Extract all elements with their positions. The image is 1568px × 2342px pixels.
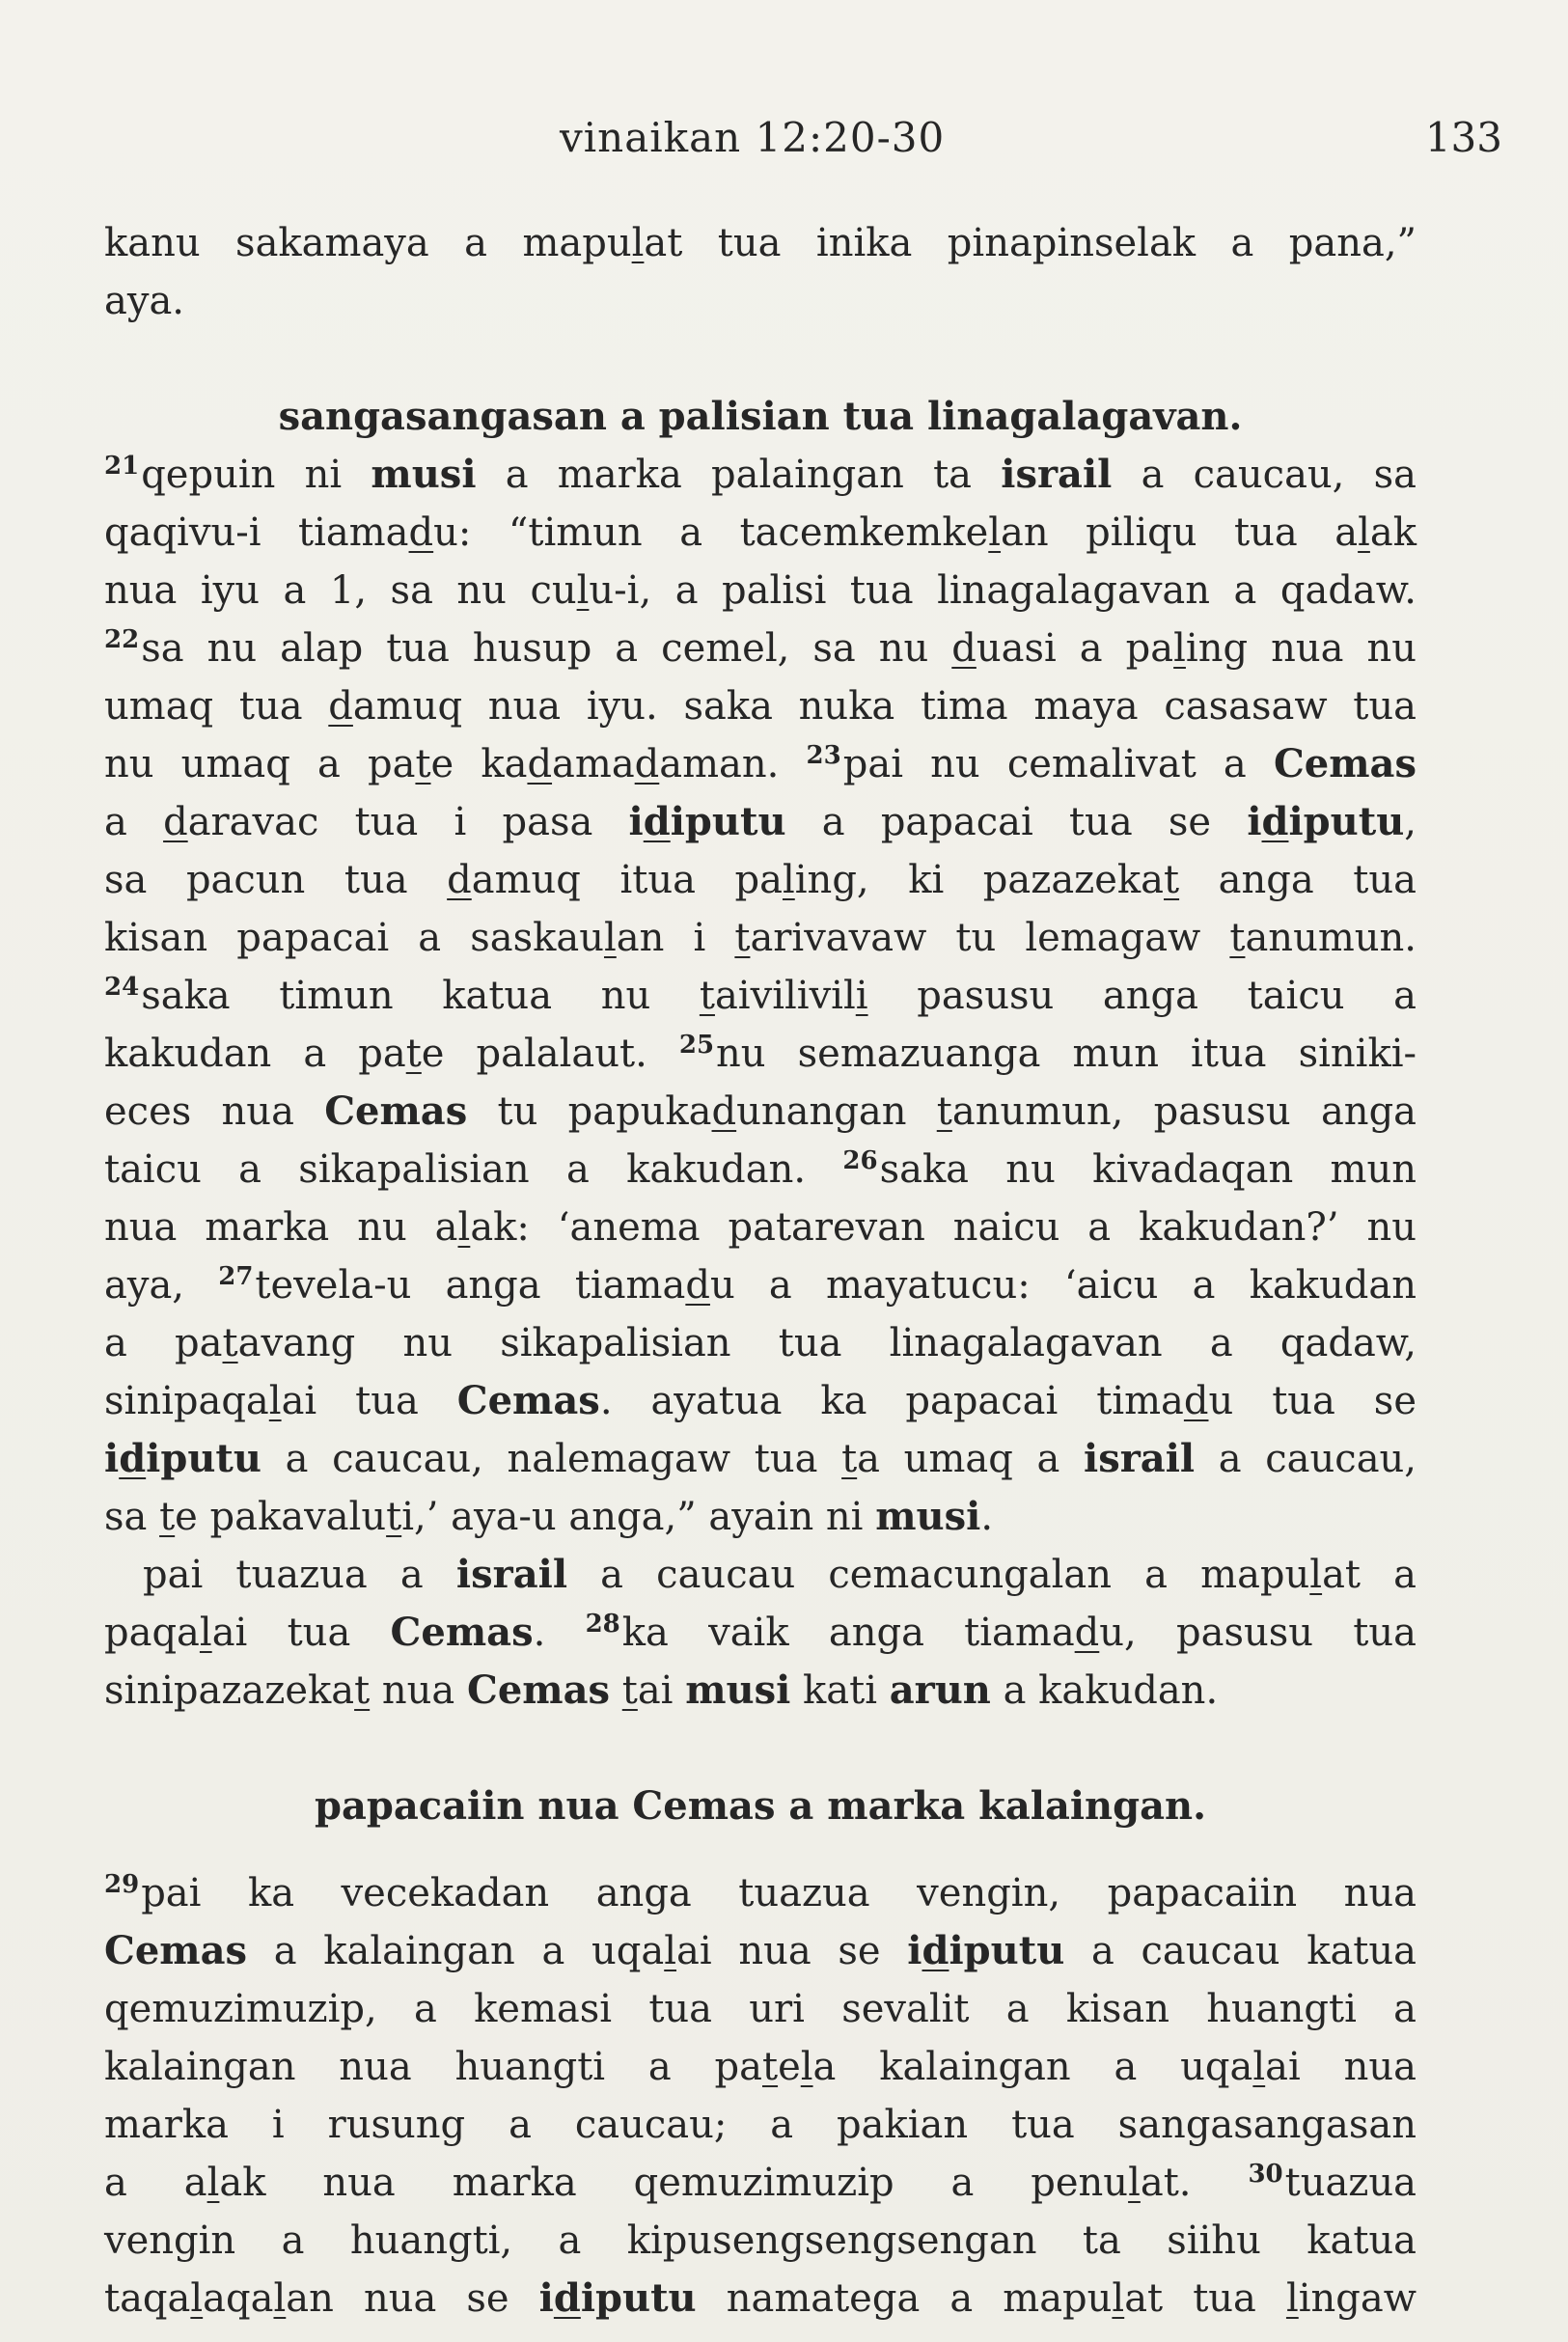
running-head: vinaikan 12:20-30 — [560, 114, 946, 161]
underlined-letter: t — [841, 1437, 858, 1481]
bold-term: israil — [1084, 1436, 1196, 1481]
underlined-letter: l — [1358, 510, 1370, 555]
verse-number: 27 — [218, 1261, 254, 1291]
bold-term: i — [538, 2275, 554, 2321]
verse-number: 25 — [678, 1030, 715, 1060]
bold-term: Cemas — [466, 1667, 611, 1713]
text-line: Cemas a kalaingan a uqalai nua se idiputu a caucau katua — [104, 1928, 1417, 1973]
verse-number: 30 — [1248, 2159, 1283, 2189]
page-number: 133 — [1424, 114, 1502, 161]
verse-number: 21 — [104, 451, 140, 481]
underlined-letter: d — [527, 742, 553, 786]
bold-term: arun — [889, 1667, 991, 1713]
underlined-letter: l — [190, 2276, 204, 2321]
underlined-letter: l — [664, 1929, 677, 1973]
text-line: kisan papacai a saskaulan i tarivavaw tu lemagaw tanumun. — [104, 916, 1417, 960]
underlined-letter: l — [1252, 2045, 1266, 2089]
text-line: nua marka nu alak: ‘anema patarevan naicu a kakudan?’ nu — [104, 1205, 1417, 1250]
text-line: vengin a huangti, a kipusengsengsengan ta siihu katua — [104, 2218, 1417, 2263]
underlined-letter: t — [222, 1321, 238, 1365]
underlined-letter: l — [1285, 2276, 1299, 2321]
body-text — [104, 214, 1417, 2328]
text-line: qemuzimuzip, a kemasi tua uri sevalit a kisan huangti a — [104, 1987, 1417, 2031]
text-line: paqalai tua Cemas. $^{28}$ka vaik anga tiamadu, pasusu tua — [104, 1609, 1417, 1655]
underlined-letter: t — [415, 742, 431, 786]
underlined-letter: t — [621, 1668, 638, 1713]
bold-term: musi — [685, 1667, 791, 1713]
verse-number: 29 — [104, 1869, 140, 1899]
underlined-letter: l — [273, 2276, 287, 2321]
section-heading: papacaiin nua Cemas a marka kalaingan. — [314, 1783, 1207, 1829]
text-line: $^{29}$pai ka vecekadan anga tuazua vengin, papacaiin nua — [104, 1869, 1417, 1915]
verse-number: 26 — [842, 1145, 878, 1175]
text-line: marka i rusung a caucau; a pakian tua sangasangasan — [104, 2103, 1417, 2147]
text-line: sinipaqalai tua Cemas. ayatua ka papacai timadu tua se — [104, 1378, 1417, 1423]
underlined-letter: l — [603, 916, 617, 960]
text-line: sa te pakavaluti,’ aya-u anga,” ayain ni musi. — [104, 1494, 994, 1539]
section-gap — [104, 1720, 1417, 1777]
bold-term: Cemas — [456, 1378, 600, 1423]
underlined-letter: t — [354, 1668, 371, 1713]
section-gap — [104, 330, 1417, 388]
underlined-letter: t — [159, 1495, 176, 1539]
underlined-letter: t — [1164, 858, 1180, 902]
underlined-letter: t — [386, 1495, 402, 1539]
underlined-letter: l — [782, 858, 795, 902]
underlined-letter: l — [576, 568, 590, 613]
underlined-letter: l — [1128, 2161, 1141, 2205]
page-header — [560, 114, 1502, 172]
underlined-letter: d — [328, 684, 353, 729]
bold-term: israil — [1001, 452, 1113, 497]
bold-underlined-letter: d — [643, 799, 671, 844]
text-line: aya. — [104, 279, 185, 323]
text-line: pai tuazua a israil a caucau cemacungalan a mapulat a — [143, 1552, 1417, 1597]
bold-underlined-letter: d — [119, 1436, 147, 1481]
text-line: taicu a sikapalisian a kakudan. $^{26}$saka nu kivadaqan mun — [104, 1145, 1417, 1192]
text-line: kakudan a pate palalaut. $^{25}$nu semazuanga mun itua siniki- — [104, 1030, 1417, 1076]
bold-underlined-letter: d — [1261, 799, 1289, 844]
verse-number: 22 — [104, 624, 140, 654]
section-gap — [104, 1835, 1417, 1864]
text-line: aya, $^{27}$tevela-u anga tiamadu a mayatucu: ‘aicu a kakudan — [104, 1261, 1417, 1308]
text-line: a alak nua marka qemuzimuzip a penulat. $^{30}$tuazua — [104, 2159, 1417, 2205]
bold-term: iputu — [1288, 799, 1405, 844]
text-line: nu umaq a pate kadamadaman. $^{23}$pai nu cemalivat a Cemas — [104, 740, 1417, 786]
underlined-letter: i — [855, 974, 868, 1018]
underlined-letter: l — [631, 221, 645, 265]
text-line: sinipazazekat nua Cemas tai musi kati arun a kakudan. — [104, 1667, 1219, 1713]
underlined-letter: l — [268, 1379, 282, 1423]
text-line: kanu sakamaya a mapulat tua inika pinapinselak a pana,” — [104, 221, 1417, 265]
underlined-letter: t — [405, 1032, 422, 1076]
underlined-letter: d — [447, 858, 472, 902]
bold-term: iputu — [949, 1928, 1065, 1973]
bold-term: musi — [371, 452, 477, 497]
bold-underlined-letter: d — [922, 1928, 949, 1973]
underlined-letter: d — [408, 510, 434, 555]
bold-term: iputu — [146, 1436, 261, 1481]
section-heading: sangasangasan a palisian tua linagalagavan. — [278, 394, 1243, 439]
bold-term: i — [1247, 799, 1262, 844]
text-line: sa pacun tua damuq itua paling, ki pazazekat anga tua — [104, 858, 1417, 902]
bold-term: Cemas — [104, 1928, 248, 1973]
underlined-letter: l — [800, 2045, 813, 2089]
text-line: a daravac tua i pasa idiputu a papacai tua se idiputu, — [104, 799, 1417, 844]
bold-term: musi — [875, 1494, 981, 1539]
text-line: kalaingan nua huangti a patela kalaingan a uqalai nua — [104, 2045, 1417, 2089]
bold-term: Cemas — [324, 1088, 468, 1134]
text-line: a patavang nu sikapalisian tua linagalagavan a qadaw, — [104, 1321, 1417, 1365]
bold-term: israil — [455, 1552, 568, 1597]
bold-term: iputu — [580, 2275, 697, 2321]
underlined-letter: l — [1112, 2276, 1125, 2321]
underlined-letter: t — [734, 916, 751, 960]
bold-term: Cemas — [390, 1610, 534, 1655]
bold-underlined-letter: d — [553, 2275, 581, 2321]
text-line: eces nua Cemas tu papukadunangan tanumun, pasusu anga — [104, 1088, 1417, 1134]
underlined-letter: t — [762, 2045, 779, 2089]
underlined-letter: l — [1173, 626, 1186, 671]
verse-number: 24 — [104, 972, 140, 1002]
underlined-letter: t — [1229, 916, 1246, 960]
underlined-letter: t — [936, 1089, 952, 1134]
underlined-letter: t — [699, 974, 715, 1018]
underlined-letter: d — [951, 626, 977, 671]
bold-term: iputu — [670, 799, 786, 844]
underlined-letter: d — [163, 800, 188, 844]
bold-term: i — [628, 799, 644, 844]
underlined-letter: d — [711, 1089, 737, 1134]
text-line: umaq tua damuq nua iyu. saka nuka tima maya casasaw tua — [104, 684, 1417, 729]
verse-number: 23 — [806, 740, 841, 770]
text-line: taqalaqalan nua se idiputu namatega a mapulat tua lingaw — [104, 2275, 1417, 2321]
text-line: $^{21}$qepuin ni musi a marka palaingan ta israil a caucau, sa — [104, 451, 1417, 497]
underlined-letter: l — [206, 2161, 220, 2205]
underlined-letter: d — [1074, 1611, 1100, 1655]
bold-term: i — [907, 1928, 922, 1973]
underlined-letter: l — [199, 1611, 212, 1655]
text-line: idiputu a caucau, nalemagaw tua ta umaq a israil a caucau, — [104, 1436, 1417, 1481]
verse-number: 28 — [585, 1609, 620, 1639]
bold-term: i — [104, 1436, 120, 1481]
underlined-letter: d — [685, 1263, 710, 1308]
underlined-letter: d — [1183, 1379, 1209, 1423]
text-line: $^{22}$sa nu alap tua husup a cemel, sa nu duasi a paling nua nu — [104, 624, 1417, 671]
bold-term: Cemas — [1273, 741, 1417, 786]
underlined-letter: l — [988, 510, 1002, 555]
underlined-letter: d — [634, 742, 660, 786]
text-line: nua iyu a 1, sa nu culu-i, a palisi tua linagalagavan a qadaw. — [104, 568, 1417, 613]
underlined-letter: l — [457, 1205, 471, 1250]
text-line: $^{24}$saka timun katua nu taivilivili pasusu anga taicu a — [104, 972, 1417, 1018]
text-line: qaqivu-i tiamadu: “timun a tacemkemkelan piliqu tua alak — [104, 510, 1417, 555]
underlined-letter: l — [1309, 1553, 1323, 1597]
